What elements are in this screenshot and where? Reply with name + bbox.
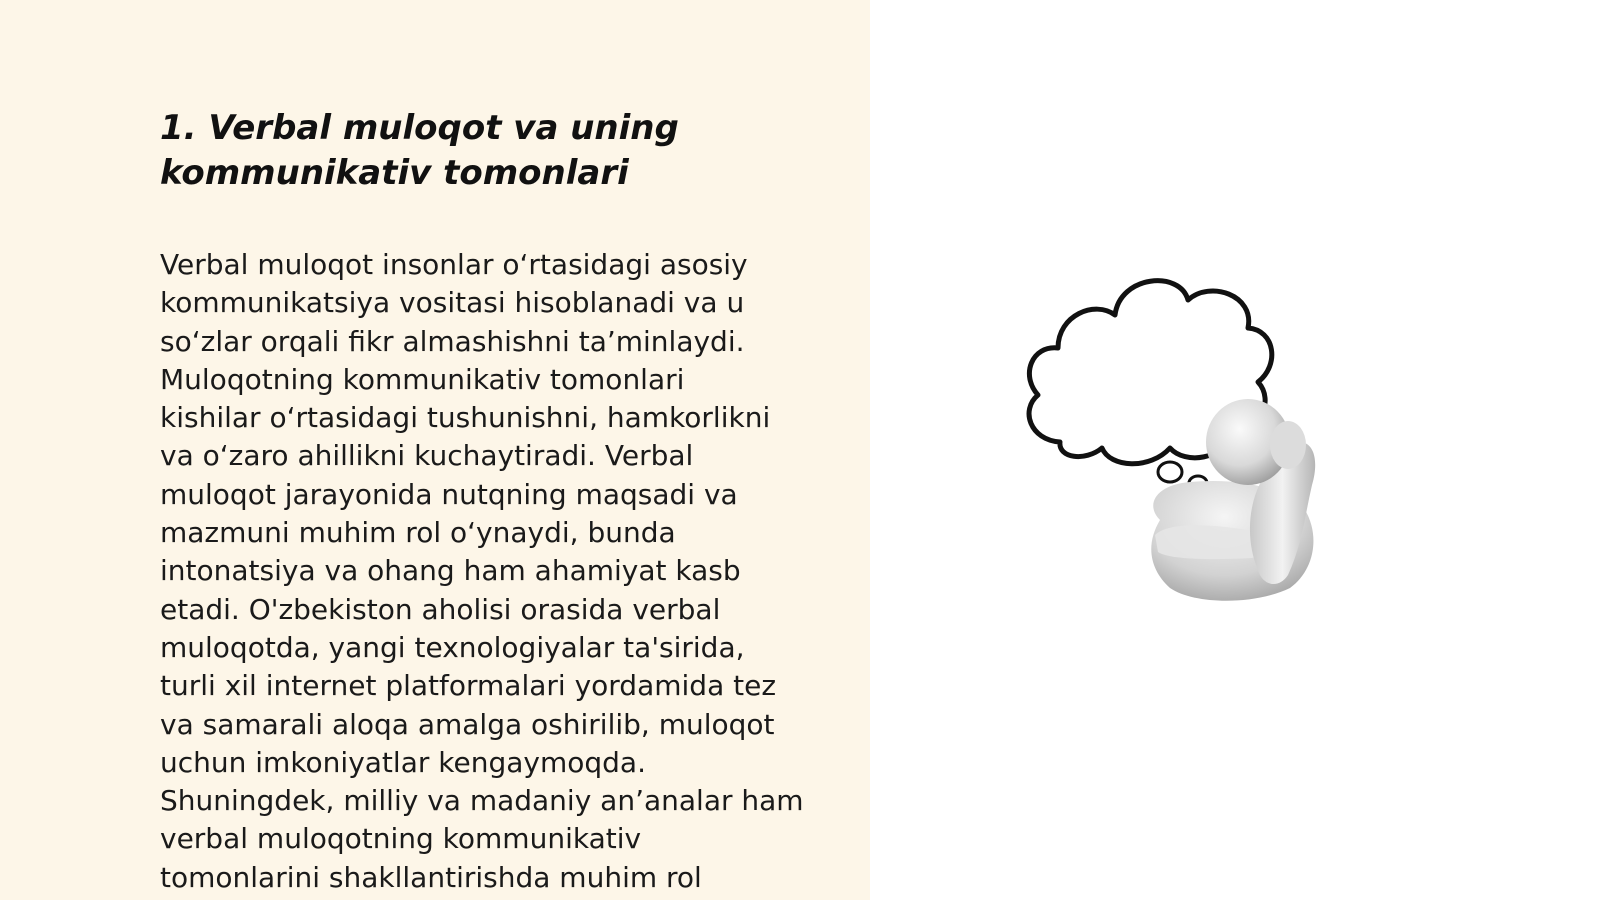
- body-line: intonatsiya va ohang ham ahamiyat kasb: [160, 554, 741, 588]
- body-line: muloqot jarayonida nutqning maqsadi va: [160, 477, 738, 511]
- body-line: uchun imkoniyatlar kengaymoqda.: [160, 745, 646, 779]
- slide-title: 1. Verbal muloqot va uning kommunikativ tomonlari: [160, 108, 679, 193]
- body-line: kommunikatsiya vositasi hisoblanadi va u: [160, 286, 745, 320]
- body-line: turli xil internet platformalari yordamida tez: [160, 669, 777, 703]
- body-line: verbal muloqotning kommunikativ: [160, 822, 642, 856]
- body-line: Shuningdek, milliy va madaniy an’analar ham: [160, 784, 804, 818]
- body-line: etadi. O'zbekiston aholisi orasida verbal: [160, 592, 721, 626]
- thought-bubble-small: [1158, 462, 1182, 482]
- figure-lower-arm: [1155, 525, 1265, 559]
- body-line: mazmuni muhim rol o‘ynaydi, bunda: [160, 516, 676, 550]
- body-line: kishilar o‘rtasidagi tushunishni, hamkorlikni: [160, 401, 771, 435]
- thinking-person-with-thought-bubble-icon: [1020, 270, 1350, 620]
- body-line: tomonlarini shakllantirishda muhim rol: [160, 860, 702, 894]
- body-line: Muloqotning kommunikativ tomonlari: [160, 362, 685, 396]
- body-line: va samarali aloqa amalga oshirilib, muloqot: [160, 707, 775, 741]
- body-line: Verbal muloqot insonlar o‘rtasidagi asosiy: [160, 248, 748, 281]
- figure-hand: [1270, 421, 1306, 469]
- body-line: so‘zlar orqali fikr almashishni ta’minlaydi.: [160, 324, 745, 358]
- body-paragraph: [160, 246, 850, 897]
- body-line: va o‘zaro ahillikni kuchaytiradi. Verbal: [160, 439, 694, 473]
- body-line: muloqotda, yangi texnologiyalar ta'sirida,: [160, 630, 745, 664]
